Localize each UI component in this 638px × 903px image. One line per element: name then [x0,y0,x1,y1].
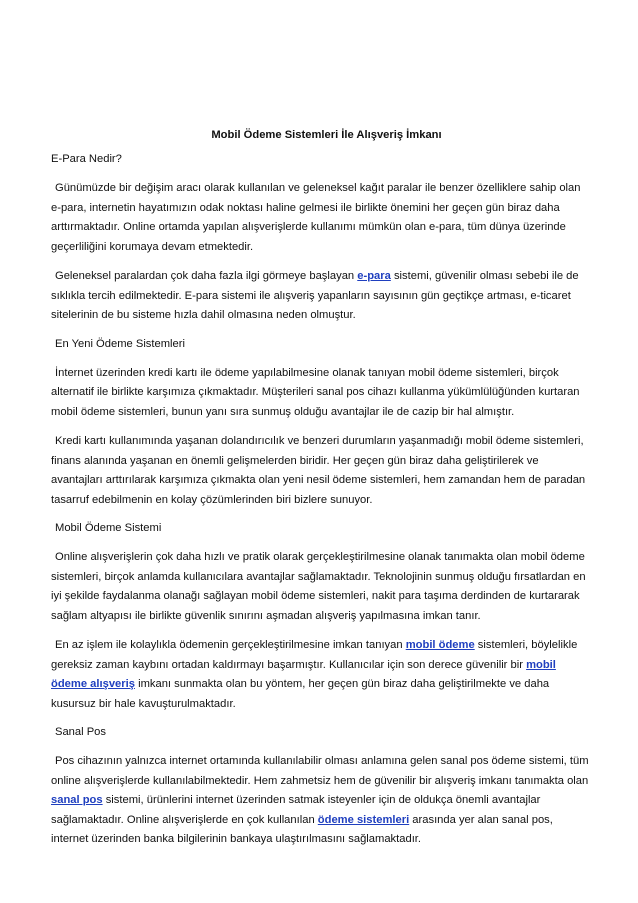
text-span: sistemi, ürünlerini internet üzerinden satmak isteyenler için de oldukça önemli avantajlar sağlamaktadır. Online alışverişlerde en çok kullanılan [51,794,541,826]
text-span: sistemleri, böylelikle gereksiz zaman kaybını ortadan kaldırmayı başarmıştır. Kullanıcılar için son derece güvenilir bir [51,639,578,671]
heading-en-yeni: En Yeni Ödeme Sistemleri [55,337,185,350]
text-span: Geleneksel paralardan çok daha fazla ilgi görmeye başlayan [55,270,358,282]
paragraph-5: Online alışverişlerin çok daha hızlı ve pratik olarak gerçekleştirilmesine olanak tanımakta olan mobil ödeme sistemleri, birçok anlamda kullanıcılara avantajlar sağlamaktadır. Teknolojinin sunmuş olduğu fırsatlardan en iyi şekilde faydalanma olanağı sağlayan mobil ödeme sistemleri, nakit para taşıma derdinden de kurtararak sağlam altyapısı ile birlikte güvenlik sınırını aşmadan alışveriş yapılmasına imkan tanır. [51,551,586,622]
paragraph-7 [51,752,592,850]
paragraph-2 [51,267,592,326]
text-span: imkanı sunmakta olan bu yöntem, her geçen gün biraz daha geliştirilmekte ve daha kusursuz bir hale kavuşturulmaktadır. [51,678,550,710]
link-sanal-pos[interactable]: sanal pos [51,794,103,806]
text-span: Pos cihazının yalnızca internet ortamında kullanılabilir olması anlamına gelen sanal pos ödeme sistemi, tüm online alışverişlerde kullanılabilmektedir. Hem zahmetsiz hem de güvenilir bir alışveriş imkanı tanımakta olan [51,755,589,787]
document-title: Mobil Ödeme Sistemleri İle Alışveriş İmkanı [211,129,442,141]
heading-mobil-odeme: Mobil Ödeme Sistemi [55,522,162,534]
paragraph-1: Günümüzde bir değişim aracı olarak kullanılan ve geleneksel kağıt paralar ile benzer özelliklere sahip olan e-para, internetin hayatımızın odak noktası haline gelmesi ile birlikte önemini her geçen gün biraz daha arttırmaktadır. Online ortamda yapılan alışverişlerde kullanımı mümkün olan e-para, tüm dünya üzerinde geçerliliğini korumaya devam etmektedir. [51,182,581,253]
paragraph-3: İnternet üzerinden kredi kartı ile ödeme yapılabilmesine olanak tanıyan mobil ödeme sistemleri, birçok alternatif ile birlikte karşımıza çıkmaktadır. Müşterileri sanal pos cihazı kullanma yükümlülüğünden kurtaran mobil ödeme sistemleri, bunun yanı sıra sunmuş olduğu avantajlar ile de cazip bir hal almıştır. [51,366,580,418]
link-mobil-odeme[interactable]: mobil ödeme [405,639,475,651]
link-e-para[interactable]: e-para [357,270,391,282]
heading-e-para: E-Para Nedir? [51,153,122,165]
text-span: arasında yer alan sanal pos, internet üzerinden banka bilgilerinin bankaya ulaştırılmasını sağlamaktadır. [51,813,553,845]
text-span: sistemi, güvenilir olması sebebi ile de sıklıkla tercih edilmektedir. E-para sistemi ile alışveriş yapanların sayısının gün geçtikçe artması, e-ticaret sitelerinin de bu sisteme hızla dahil olmasına neden olmuştur. [51,270,579,321]
paragraph-6 [51,636,592,714]
link-odeme-sistemleri[interactable]: ödeme sistemleri [317,813,410,826]
text-span: En az işlem ile kolaylıkla ödemenin gerçekleştirilmesine imkan tanıyan [55,639,406,651]
link-mobil-odeme-alisveris[interactable]: mobil ödeme alışveriş [51,658,556,690]
paragraph-4: Kredi kartı kullanımında yaşanan dolandırıcılık ve benzeri durumların yaşanmadığı mobil ödeme sistemleri, finans alanında yaşanan en önemli gelişmelerden biridir. Her geçen gün biraz daha geliştirilerek ve avantajları arttırılarak karşımıza çıkmakta olan yeni nesil ödeme sistemleri, hem zamandan hem de paradan tasarruf edebilmenin en kolay çözümlerinden biri bizlere sunuyor. [51,435,586,506]
heading-sanal-pos: Sanal Pos [55,726,106,738]
